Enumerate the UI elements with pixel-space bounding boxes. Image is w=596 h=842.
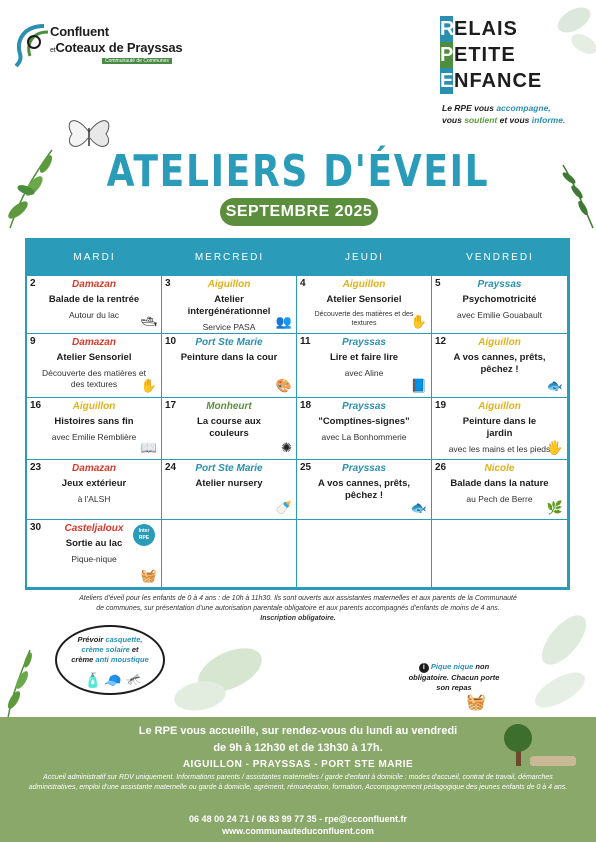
logo-mark-icon <box>14 20 54 68</box>
day-header-mardi: MARDI <box>73 252 116 263</box>
location-label: Aiguillon <box>478 337 521 348</box>
day-number: 11 <box>300 336 311 347</box>
info-note: Ateliers d'éveil pour les enfants de 0 à 4 ans : de 10h à 11h30. Ils sont ouverts aux assistantes maternelles et aux parents de la Communauté de communes, sur présentation d'une autorisation parentale obligatoire et aux parents accompagnés d'enfants de moins de 4 ans. Inscription obligatoire. <box>79 595 517 622</box>
calendar-cell-day-10 <box>162 334 297 398</box>
day-number: 9 <box>30 336 36 347</box>
day-number: 17 <box>165 400 177 411</box>
footer-opening-hours: Le RPE vous accueille, sur rendez-vous du lundi au vendredi de 9h à 12h30 et de 13h30 à 17h. <box>138 725 458 754</box>
day-number: 30 <box>30 522 42 533</box>
day-number: 16 <box>30 400 42 411</box>
calendar-cell-day-17 <box>162 398 297 460</box>
location-label: Prayssas <box>342 337 386 348</box>
month-badge: SEPTEMBRE 2025 <box>220 198 378 226</box>
activity-detail: avec les mains et les pieds <box>448 444 551 454</box>
mosquito-icon: 🦟 <box>126 672 141 686</box>
activity-icon: 👥 <box>275 314 292 329</box>
activity-title: A vos cannes, prêts, pêchez ! <box>317 478 411 501</box>
activity-icon: ✋ <box>140 378 157 393</box>
location-label: Prayssas <box>477 279 522 290</box>
day-number: 26 <box>435 462 447 473</box>
activity-detail: avec Emilie Remblière <box>51 432 137 442</box>
location-label: Prayssas <box>342 463 386 474</box>
activity-icon: 🧺 <box>140 568 157 583</box>
basket-icon: 🧺 <box>466 694 486 711</box>
location-label: Aiguillon <box>342 279 386 290</box>
day-number: 3 <box>165 278 171 289</box>
info-icon: i <box>419 663 429 673</box>
activity-detail: Pique-nique <box>71 554 117 564</box>
activity-title: La course aux couleurs <box>197 416 261 439</box>
rpe-line-enfance: ENFANCE <box>440 70 543 92</box>
calendar-cell-day-16 <box>27 398 162 460</box>
location-label: Port Ste Marie <box>195 463 263 474</box>
activity-icon: 📘 <box>410 378 427 393</box>
reminder-text: Prévoir casquette, crème solaire et crème anti moustique <box>71 635 149 664</box>
location-label: Damazan <box>72 279 116 290</box>
calendar-cell-empty <box>162 520 297 588</box>
calendar-cell-day-26 <box>432 460 568 520</box>
rpe-line-petite: PETITE <box>440 44 516 66</box>
location-label: Prayssas <box>342 401 386 412</box>
location-label: Aiguillon <box>207 279 251 290</box>
calendar-cell-day-18 <box>297 398 432 460</box>
activity-detail: Autour du lac <box>68 310 120 320</box>
calendar-cell-day-24 <box>162 460 297 520</box>
day-number: 5 <box>435 278 441 289</box>
day-header-jeudi: JEUDI <box>345 252 384 263</box>
activity-title: Balade dans la nature <box>450 478 549 489</box>
activity-title: A vos cannes, prêts, pêchez ! <box>453 352 546 375</box>
footer-towns: AIGUILLON - PRAYSSAS - PORT STE MARIE <box>182 759 414 770</box>
location-label: Damazan <box>72 463 116 474</box>
rpe-tagline: Le RPE vous accompagne, vous soutient et vous informe. <box>442 103 566 125</box>
location-label: Aiguillon <box>72 401 116 412</box>
activity-detail: Découverte des matières et des textures <box>42 368 146 389</box>
activity-title: Balade de la rentrée <box>48 294 140 305</box>
activity-title: "Comptines-signes" <box>318 416 410 427</box>
footer-website-link[interactable]: www.communauteduconfluent.com <box>222 826 374 836</box>
calendar-cell-day-4 <box>297 276 432 334</box>
activity-icon: 🎨 <box>275 378 292 393</box>
activity-title: Psychomotricité <box>462 294 537 305</box>
calendar-cell-day-12 <box>432 334 568 398</box>
activity-icon: 🌿 <box>546 500 563 515</box>
location-label: Monheurt <box>206 401 252 412</box>
picnic-note: i Pique nique non obligatoire. Chacun porte son repas <box>408 662 500 692</box>
calendar-grid <box>25 238 570 590</box>
footer-contact <box>0 813 596 837</box>
location-label: Damazan <box>72 337 116 348</box>
calendar-cell-day-5 <box>432 276 568 334</box>
location-label: Aiguillon <box>478 401 521 412</box>
day-number: 10 <box>165 336 177 347</box>
day-number: 24 <box>165 462 177 473</box>
page-title: ATELIERS D'ÉVEIL <box>106 146 490 197</box>
activity-title: Atelier intergénérationnel <box>187 294 271 317</box>
calendar-cell-day-9 <box>27 334 162 398</box>
footer-admin-info: Accueil administratif sur RDV uniquement. Informations parents / assistantes maternelles / garde d'enfant à domicile : modes d'accueil, contrat de travail, démarches administratives, emploi d'une assistante maternelle ou garde à domicile, agrément, rémunération, formation, Accompagnement pédagogique des jeunes enfants de 0 à 4 ans. <box>28 774 568 791</box>
activity-title: Peinture dans la cour <box>180 352 278 363</box>
day-number: 23 <box>30 462 42 473</box>
activity-title: Atelier nursery <box>195 478 263 489</box>
location-label: Nicole <box>484 463 515 474</box>
location-label: Port Ste Marie <box>195 337 263 348</box>
activity-icon: ✋ <box>410 314 427 329</box>
location-label: Casteljaloux <box>64 523 124 534</box>
activity-detail: Service PASA <box>202 322 256 332</box>
activity-icon: 🖐 <box>546 440 563 455</box>
activity-title: Atelier Sensoriel <box>56 352 132 363</box>
activity-title: Peinture dans le jardin <box>462 416 537 439</box>
logo-line-2: etCoteaux de Prayssas <box>50 40 183 55</box>
activity-title: Lire et faire lire <box>329 352 399 363</box>
day-number: 25 <box>300 462 312 473</box>
logo-subtitle: Communauté de Communes <box>102 58 172 64</box>
calendar-header <box>27 240 568 276</box>
leaf-top-left-illustration <box>0 140 60 230</box>
calendar-cell-day-2 <box>27 276 162 334</box>
footer-phone-email[interactable]: 06 48 00 24 71 / 06 83 99 77 35 - rpe@ccconfluent.fr <box>189 814 407 824</box>
activity-detail: au Pech de Berre <box>466 494 533 504</box>
day-header-mercredi: MERCREDI <box>194 252 265 263</box>
activity-detail: Découverte des matières et des textures <box>314 311 414 327</box>
sun-cream-icon: 🧴 <box>84 672 102 688</box>
leaf-right-illustration <box>555 160 596 230</box>
calendar-cell-empty <box>432 520 568 588</box>
activity-detail: à l'ALSH <box>77 494 111 504</box>
calendar-cell-day-30 <box>27 520 162 588</box>
rpe-wordmark <box>440 16 580 94</box>
community-logo <box>14 16 204 76</box>
day-header-vendredi: VENDREDI <box>466 252 534 263</box>
leaf-bottom-center-illustration <box>170 640 270 718</box>
rpe-line-relais: RELAIS <box>440 18 518 40</box>
cap-icon: 🧢 <box>104 672 122 688</box>
activity-icon: 🐟 <box>410 500 427 515</box>
day-number: 4 <box>300 278 306 289</box>
calendar-cell-empty <box>297 520 432 588</box>
calendar-cell-day-11 <box>297 334 432 398</box>
day-number: 19 <box>435 400 447 411</box>
leaf-bottom-left-illustration <box>0 640 50 720</box>
activity-icon: 🛥 <box>140 314 157 329</box>
activity-detail: avec La Bonhommerie <box>321 432 407 442</box>
activity-detail: avec Aline <box>344 368 384 378</box>
calendar-cell-day-19 <box>432 398 568 460</box>
day-number: 2 <box>30 278 36 289</box>
activity-icon: 🐟 <box>546 378 563 393</box>
inter-rpe-badge: Inter RPE <box>133 524 155 546</box>
activity-title: Histoires sans fin <box>54 416 134 427</box>
activity-icon: ✺ <box>281 440 292 455</box>
calendar-cell-day-23 <box>27 460 162 520</box>
activity-title: Jeux extérieur <box>61 478 127 489</box>
activity-detail: avec Emilie Gouabault <box>456 310 543 320</box>
day-number: 12 <box>435 336 447 347</box>
activity-title: Sortie au lac <box>65 538 123 549</box>
activity-icon: 📖 <box>140 440 157 455</box>
calendar-cell-day-25 <box>297 460 432 520</box>
activity-title: Atelier Sensoriel <box>326 294 402 305</box>
day-number: 18 <box>300 400 312 411</box>
activity-icon: 🍼 <box>275 500 292 515</box>
calendar-cell-day-3 <box>162 276 297 334</box>
logo-line-1: Confluent <box>50 24 109 39</box>
